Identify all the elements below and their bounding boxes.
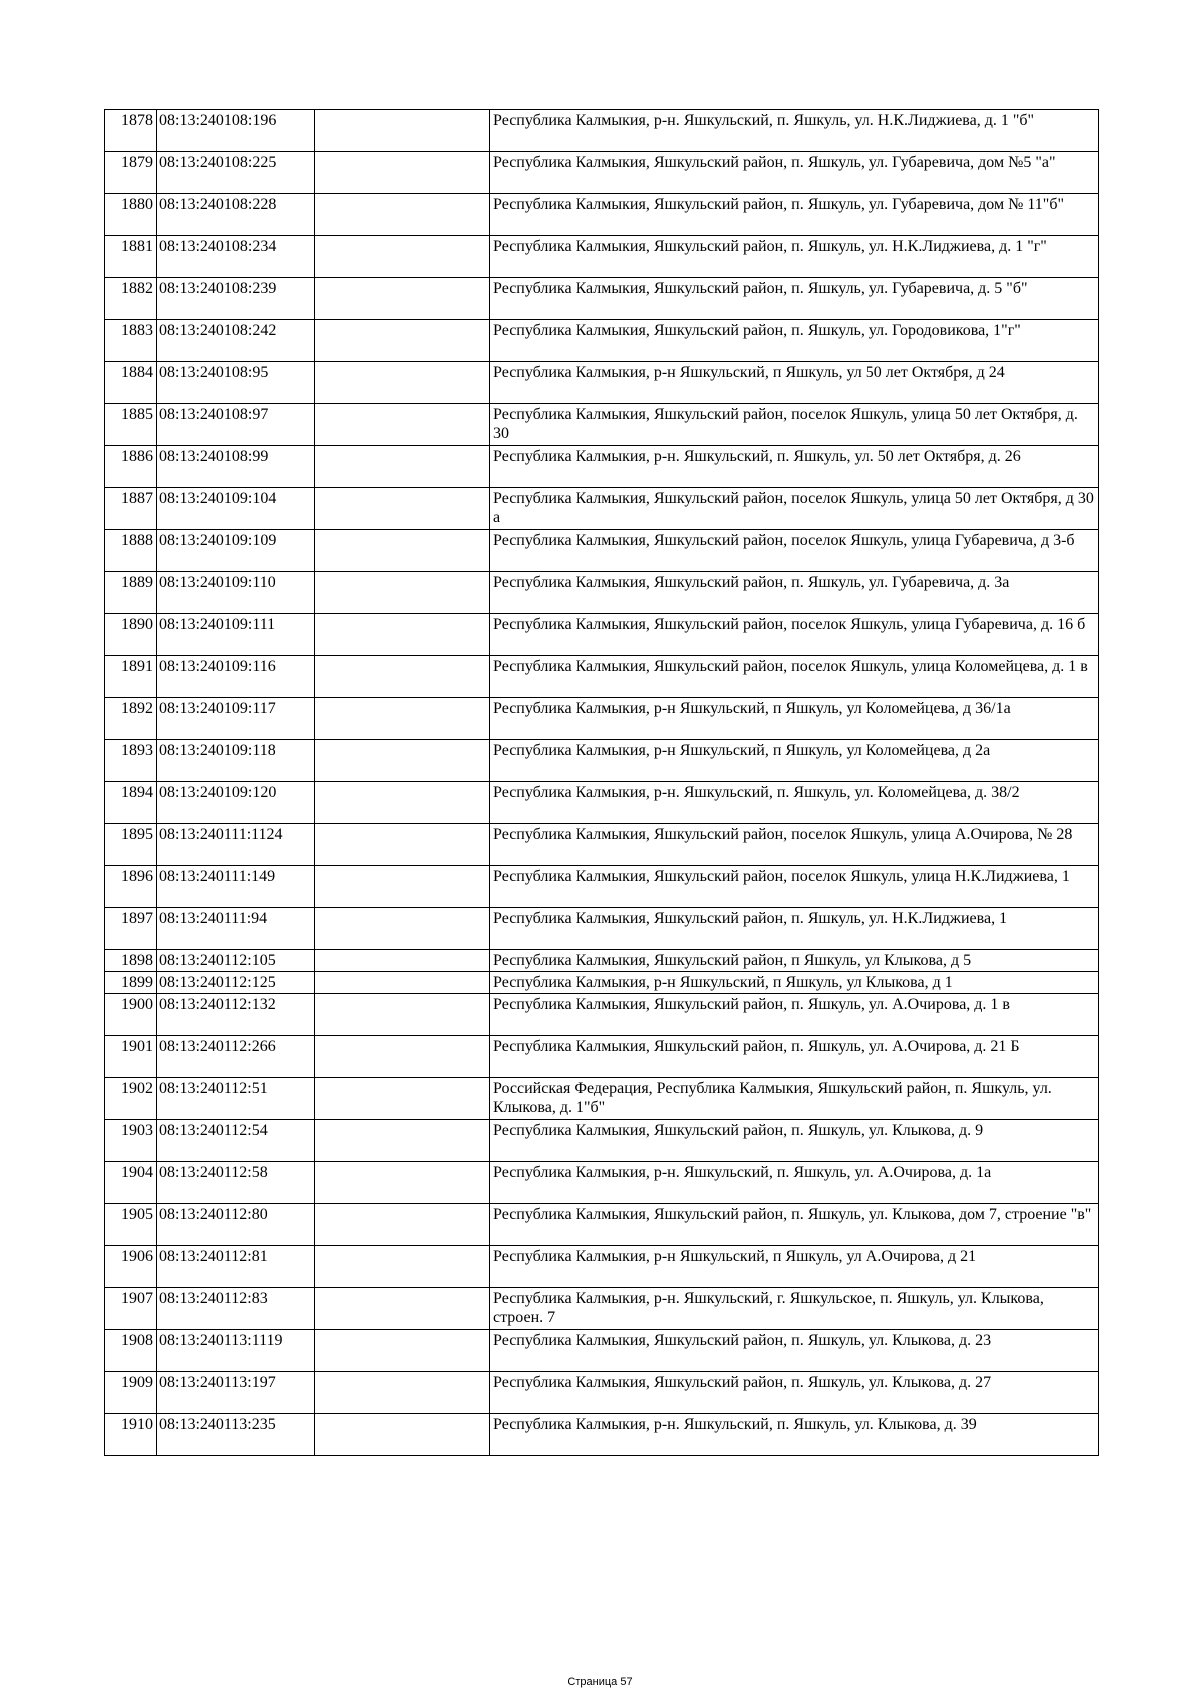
table-row [105,656,1099,698]
table-row [105,236,1099,278]
empty-cell [315,866,490,908]
cadastral-number: 08:13:240112:58 [157,1162,315,1204]
empty-cell [315,1330,490,1372]
empty-cell [315,194,490,236]
table-row [105,152,1099,194]
row-number: 1884 [105,362,157,404]
row-number: 1880 [105,194,157,236]
empty-cell [315,1372,490,1414]
table-row [105,278,1099,320]
address-cell: Республика Калмыкия, р-н. Яшкульский, п. Яшкуль, ул. А.Очирова, д. 1а [490,1162,1099,1204]
row-number: 1908 [105,1330,157,1372]
registry-table [104,109,1099,1456]
row-number: 1889 [105,572,157,614]
cadastral-number: 08:13:240112:105 [157,950,315,972]
registry-table-body [105,110,1099,1456]
table-row [105,824,1099,866]
empty-cell [315,320,490,362]
empty-cell [315,362,490,404]
address-cell: Республика Калмыкия, Яшкульский район, поселок Яшкуль, улица Н.К.Лиджиева, 1 [490,866,1099,908]
address-cell: Республика Калмыкия, р-н Яшкульский, п Яшкуль, ул Коломейцева, д 36/1а [490,698,1099,740]
cadastral-number: 08:13:240109:109 [157,530,315,572]
address-cell: Республика Калмыкия, р-н. Яшкульский, г. Яшкульское, п. Яшкуль, ул. Клыкова, строен. 7 [490,1288,1099,1330]
empty-cell [315,1414,490,1456]
cadastral-number: 08:13:240111:1124 [157,824,315,866]
empty-cell [315,1204,490,1246]
row-number: 1906 [105,1246,157,1288]
address-cell: Республика Калмыкия, Яшкульский район, поселок Яшкуль, улица Губаревича, д 3-б [490,530,1099,572]
empty-cell [315,404,490,446]
address-cell: Республика Калмыкия, р-н. Яшкульский, п. Яшкуль, ул. Н.К.Лиджиева, д. 1 "б" [490,110,1099,152]
cadastral-number: 08:13:240111:94 [157,908,315,950]
address-cell: Республика Калмыкия, Яшкульский район, п Яшкуль, ул Клыкова, д 5 [490,950,1099,972]
row-number: 1897 [105,908,157,950]
row-number: 1893 [105,740,157,782]
table-row [105,530,1099,572]
empty-cell [315,1078,490,1120]
cadastral-number: 08:13:240108:95 [157,362,315,404]
table-row [105,740,1099,782]
address-cell: Республика Калмыкия, р-н Яшкульский, п Яшкуль, ул А.Очирова, д 21 [490,1246,1099,1288]
cadastral-number: 08:13:240112:81 [157,1246,315,1288]
row-number: 1901 [105,1036,157,1078]
row-number: 1879 [105,152,157,194]
empty-cell [315,110,490,152]
cadastral-number: 08:13:240112:125 [157,972,315,994]
address-cell: Республика Калмыкия, Яшкульский район, п. Яшкуль, ул. Клыкова, д. 9 [490,1120,1099,1162]
empty-cell [315,1120,490,1162]
table-row [105,1246,1099,1288]
address-cell: Республика Калмыкия, Яшкульский район, поселок Яшкуль, улица 50 лет Октября, д 30 а [490,488,1099,530]
cadastral-number: 08:13:240108:99 [157,446,315,488]
table-row [105,698,1099,740]
cadastral-number: 08:13:240109:111 [157,614,315,656]
empty-cell [315,152,490,194]
cadastral-number: 08:13:240108:97 [157,404,315,446]
empty-cell [315,698,490,740]
row-number: 1883 [105,320,157,362]
empty-cell [315,446,490,488]
cadastral-number: 08:13:240112:266 [157,1036,315,1078]
row-number: 1881 [105,236,157,278]
row-number: 1905 [105,1204,157,1246]
table-row [105,994,1099,1036]
row-number: 1891 [105,656,157,698]
cadastral-number: 08:13:240113:1119 [157,1330,315,1372]
empty-cell [315,950,490,972]
address-cell: Республика Калмыкия, р-н Яшкульский, п Яшкуль, ул Коломейцева, д 2а [490,740,1099,782]
table-row [105,1078,1099,1120]
cadastral-number: 08:13:240108:242 [157,320,315,362]
address-cell: Республика Калмыкия, Яшкульский район, п. Яшкуль, ул. Клыкова, д. 27 [490,1372,1099,1414]
address-cell: Республика Калмыкия, Яшкульский район, поселок Яшкуль, улица Губаревича, д. 16 б [490,614,1099,656]
cadastral-number: 08:13:240113:235 [157,1414,315,1456]
address-cell: Республика Калмыкия, р-н. Яшкульский, п. Яшкуль, ул. Клыкова, д. 39 [490,1414,1099,1456]
address-cell: Республика Калмыкия, Яшкульский район, п. Яшкуль, ул. Клыкова, дом 7, строение "в" [490,1204,1099,1246]
row-number: 1887 [105,488,157,530]
row-number: 1907 [105,1288,157,1330]
empty-cell [315,530,490,572]
address-cell: Республика Калмыкия, р-н Яшкульский, п Яшкуль, ул Клыкова, д 1 [490,972,1099,994]
address-cell: Республика Калмыкия, Яшкульский район, поселок Яшкуль, улица Коломейцева, д. 1 в [490,656,1099,698]
row-number: 1899 [105,972,157,994]
address-cell: Республика Калмыкия, Яшкульский район, поселок Яшкуль, улица 50 лет Октября, д. 30 [490,404,1099,446]
row-number: 1895 [105,824,157,866]
address-cell: Республика Калмыкия, Яшкульский район, п. Яшкуль, ул. Губаревича, д. 5 "б" [490,278,1099,320]
cadastral-number: 08:13:240108:228 [157,194,315,236]
empty-cell [315,1246,490,1288]
cadastral-number: 08:13:240109:120 [157,782,315,824]
address-cell: Республика Калмыкия, Яшкульский район, п. Яшкуль, ул. А.Очирова, д. 21 Б [490,1036,1099,1078]
row-number: 1898 [105,950,157,972]
table-row [105,1036,1099,1078]
empty-cell [315,572,490,614]
cadastral-number: 08:13:240109:118 [157,740,315,782]
cadastral-number: 08:13:240112:80 [157,1204,315,1246]
cadastral-number: 08:13:240108:234 [157,236,315,278]
row-number: 1894 [105,782,157,824]
table-row [105,1372,1099,1414]
cadastral-number: 08:13:240111:149 [157,866,315,908]
cadastral-number: 08:13:240109:110 [157,572,315,614]
address-cell: Республика Калмыкия, Яшкульский район, п. Яшкуль, ул. Н.К.Лиджиева, д. 1 "г" [490,236,1099,278]
empty-cell [315,656,490,698]
cadastral-number: 08:13:240108:225 [157,152,315,194]
row-number: 1910 [105,1414,157,1456]
empty-cell [315,740,490,782]
row-number: 1878 [105,110,157,152]
table-row [105,446,1099,488]
address-cell: Республика Калмыкия, Яшкульский район, п. Яшкуль, ул. Губаревича, д. 3а [490,572,1099,614]
cadastral-number: 08:13:240112:132 [157,994,315,1036]
empty-cell [315,972,490,994]
cadastral-number: 08:13:240112:54 [157,1120,315,1162]
table-row [105,908,1099,950]
table-row [105,782,1099,824]
address-cell: Республика Калмыкия, Яшкульский район, п. Яшкуль, ул. Клыкова, д. 23 [490,1330,1099,1372]
cadastral-number: 08:13:240109:116 [157,656,315,698]
address-cell: Республика Калмыкия, Яшкульский район, п. Яшкуль, ул. Городовикова, 1"г" [490,320,1099,362]
address-cell: Республика Калмыкия, р-н. Яшкульский, п. Яшкуль, ул. Коломейцева, д. 38/2 [490,782,1099,824]
cadastral-number: 08:13:240108:196 [157,110,315,152]
table-row [105,404,1099,446]
empty-cell [315,1036,490,1078]
empty-cell [315,824,490,866]
row-number: 1900 [105,994,157,1036]
address-cell: Республика Калмыкия, Яшкульский район, п. Яшкуль, ул. Губаревича, дом №5 "а" [490,152,1099,194]
table-row [105,362,1099,404]
row-number: 1904 [105,1162,157,1204]
row-number: 1890 [105,614,157,656]
table-row [105,614,1099,656]
cadastral-number: 08:13:240108:239 [157,278,315,320]
table-row [105,320,1099,362]
address-cell: Российская Федерация, Республика Калмыкия, Яшкульский район, п. Яшкуль, ул. Клыкова, д. 1"б" [490,1078,1099,1120]
table-row [105,950,1099,972]
empty-cell [315,782,490,824]
row-number: 1882 [105,278,157,320]
cadastral-number: 08:13:240109:117 [157,698,315,740]
row-number: 1885 [105,404,157,446]
row-number: 1909 [105,1372,157,1414]
empty-cell [315,1162,490,1204]
row-number: 1888 [105,530,157,572]
empty-cell [315,236,490,278]
table-row [105,1204,1099,1246]
row-number: 1886 [105,446,157,488]
cadastral-number: 08:13:240112:83 [157,1288,315,1330]
empty-cell [315,908,490,950]
empty-cell [315,994,490,1036]
empty-cell [315,278,490,320]
table-row [105,1288,1099,1330]
empty-cell [315,488,490,530]
table-row [105,1414,1099,1456]
address-cell: Республика Калмыкия, Яшкульский район, п. Яшкуль, ул. Н.К.Лиджиева, 1 [490,908,1099,950]
page-number: Страница 57 [567,1676,633,1688]
address-cell: Республика Калмыкия, Яшкульский район, п. Яшкуль, ул. Губаревича, дом № 11"б" [490,194,1099,236]
table-row [105,866,1099,908]
address-cell: Республика Калмыкия, р-н. Яшкульский, п. Яшкуль, ул. 50 лет Октября, д. 26 [490,446,1099,488]
table-row [105,572,1099,614]
table-row [105,110,1099,152]
empty-cell [315,1288,490,1330]
table-row [105,972,1099,994]
row-number: 1896 [105,866,157,908]
table-row [105,1162,1099,1204]
address-cell: Республика Калмыкия, р-н Яшкульский, п Яшкуль, ул 50 лет Октября, д 24 [490,362,1099,404]
cadastral-number: 08:13:240109:104 [157,488,315,530]
table-row [105,1120,1099,1162]
empty-cell [315,614,490,656]
row-number: 1892 [105,698,157,740]
table-row [105,194,1099,236]
address-cell: Республика Калмыкия, Яшкульский район, поселок Яшкуль, улица А.Очирова, № 28 [490,824,1099,866]
address-cell: Республика Калмыкия, Яшкульский район, п. Яшкуль, ул. А.Очирова, д. 1 в [490,994,1099,1036]
cadastral-number: 08:13:240112:51 [157,1078,315,1120]
row-number: 1903 [105,1120,157,1162]
row-number: 1902 [105,1078,157,1120]
table-row [105,1330,1099,1372]
cadastral-number: 08:13:240113:197 [157,1372,315,1414]
table-row [105,488,1099,530]
